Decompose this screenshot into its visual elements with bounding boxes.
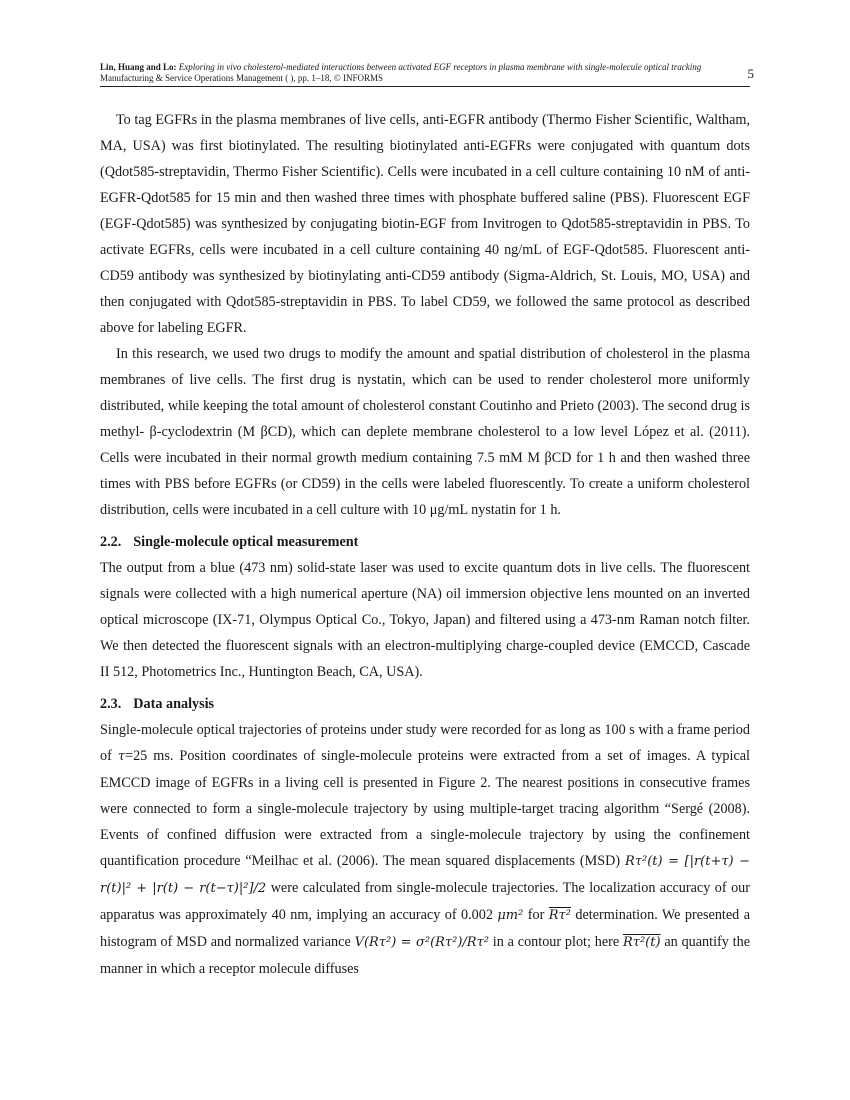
math-r-tau: Rτ²: [548, 908, 571, 923]
paragraph-optical-measurement: The output from a blue (473 nm) solid-state laser was used to excite quantum dots in live cells. The fluorescent signals were collected with a high numerical aperture (NA) oil immersion objective lens mounted on an inverted optical microscope (IX-71, Olympus Optical Co., Tokyo, Japan) and filtered using a 473-nm Raman notch filter. We then detected the fluorescent signals with an electron-multiplying charge-coupled device (EMCCD, Cascade II 512, Photometrics Inc., Huntington Beach, CA, USA).: [100, 560, 750, 680]
header-journal: Manufacturing & Service Operations Management ( ), pp. 1–18, © INFORMS: [100, 73, 384, 83]
header-authors: Lin, Huang and Lo:: [100, 62, 177, 72]
section-number: 2.3.: [100, 696, 122, 712]
section-title: Data analysis: [133, 696, 215, 712]
header-title: Exploring in vivo cholesterol-mediated interactions between activated EGF receptors in plasma membrane with single-molecule optical tracking: [178, 62, 702, 72]
section-number: 2.2.: [100, 534, 122, 550]
paragraph-data-analysis: Single-molecule optical trajectories of proteins under study were recorded for as long as 100 s with a frame period of τ=25 ms. Position coordinates of single-molecule proteins were extracted from a set of images. A typical EMCCD image of EGFRs in a living cell is presented in Figure 2. The nearest positions in consecutive frames were connected to form a single-molecule trajectory by using multiple-target tracing algorithm “Sergé (2008). Events of confined diffusion were extracted from a single-molecule trajectory by using the confinement quantification procedure “Meilhac et al. (2006). The mean squared displacements (MSD) Rτ²(t) = [|r(t+τ) − r(t)|² + |r(t) − r(t−τ)|²]/2 were calculated from single-molecule trajectories. The localization accuracy of our apparatus was approximately 40 nm, implying an accuracy of 0.002 μm² for Rτ² determination. We presented a histogram of MSD and normalized variance V(Rτ²) = σ²(Rτ²)/Rτ² in a contour plot; here Rτ²(t) an quantify the manner in which a receptor molecule diffuses: [100, 722, 751, 977]
section-title: Single-molecule optical measurement: [133, 534, 359, 550]
section-heading-2-2: [100, 529, 750, 555]
paper-page: [100, 62, 754, 982]
math-msd-formula: Rτ²(t) = [|r(t+τ) − r(t)|² + |r(t) − r(t−τ)|²]/2: [100, 854, 751, 896]
section-heading-2-3: [100, 691, 750, 717]
paragraph-antibody-tagging: To tag EGFRs in the plasma membranes of live cells, anti-EGFR antibody (Thermo Fisher Scientific, Waltham, MA, USA) was first biotinylated. The resulting biotinylated anti-EGFRs were conjugated with quantum dots (Qdot585-streptavidin, Thermo Fisher Scientific). Cells were incubated in a cell culture containing 10 nM of anti-EGFR-Qdot585 for 15 min and then washed three times with phosphate buffered saline (PBS). Fluorescent EGF (EGF-Qdot585) was synthesized by conjugating biotin-EGF from Invitrogen to Qdot585-streptavidin in PBS. To activate EGFRs, cells were incubated in a cell culture containing 40 ng/mL of EGF-Qdot585. Fluorescent anti-CD59 antibody was synthesized by biotinylating anti-CD59 antibody (Sigma-Aldrich, St. Louis, MO, USA) and then conjugated with Qdot585-streptavidin in PBS. To label CD59, we followed the same protocol as described above for labeling EGFR.: [100, 112, 750, 336]
math-variance-formula: V(Rτ²) = σ²(Rτ²)/Rτ²: [354, 935, 489, 950]
math-unit: μm²: [497, 908, 524, 923]
math-r-tau-t: Rτ²(t): [622, 935, 661, 950]
paragraph-drugs: In this research, we used two drugs to modify the amount and spatial distribution of cholesterol in the plasma membranes of live cells. The first drug is nystatin, which can be used to render cholesterol more uniformly distributed, while keeping the total amount of cholesterol constant Coutinho and Prieto (2003). The second drug is methyl- β-cyclodextrin (M βCD), which can deplete membrane cholesterol to a low level López et al. (2011). Cells were incubated in their normal growth medium containing 7.5 mM M βCD for 1 h and then washed three times with PBS before EGFRs (or CD59) in the cells were labeled fluorescently. To create a uniform cholesterol distribution, cells were incubated in a cell culture with 10 μg/mL nystatin for 1 h.: [100, 346, 750, 518]
running-head: [100, 62, 754, 84]
page-number: 5: [747, 66, 754, 81]
math-tau: τ: [117, 749, 126, 764]
body-text: [100, 107, 750, 982]
header-rule: [100, 86, 750, 87]
